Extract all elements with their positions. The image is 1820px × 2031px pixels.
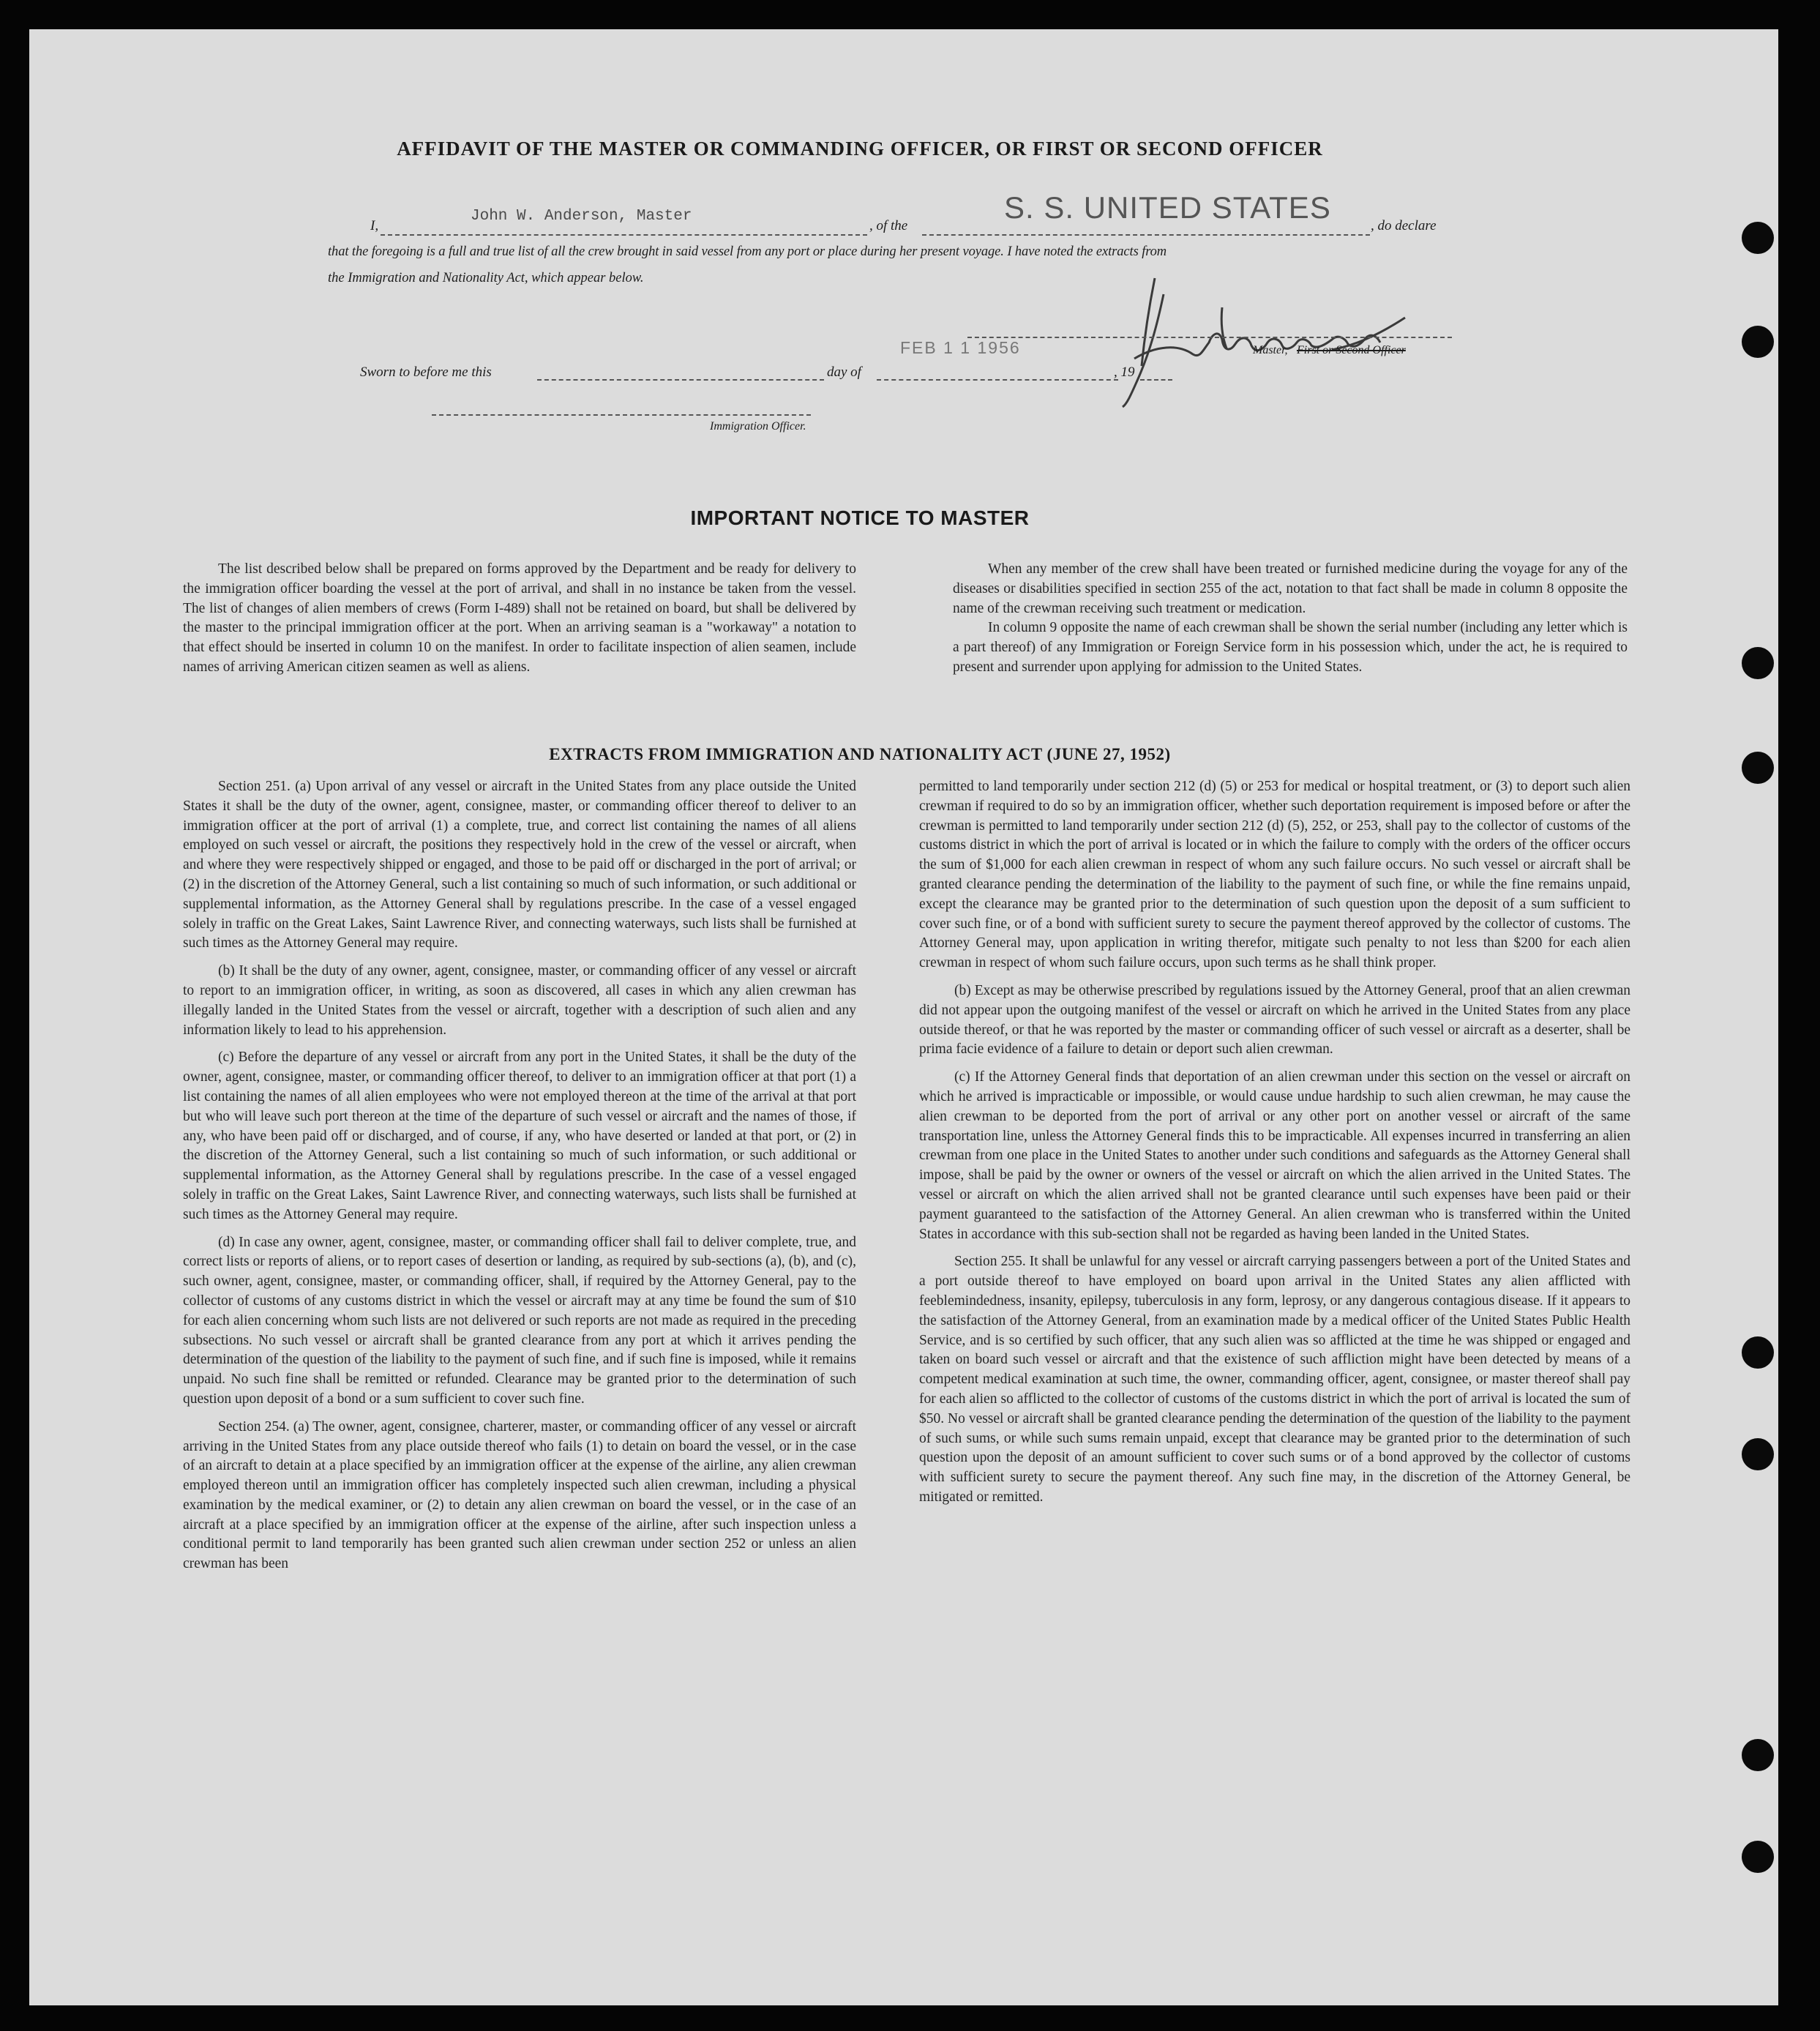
notice-left-paragraph: The list described below shall be prepared on forms approved by the Department and be ready for delivery to the immigration officer boarding the vessel at the port of arrival, and shall in no instance be taken from the vessel. The list of changes of alien members of crews (Form I-489) shall not be retained on board, but shall be delivered by the master to the principal immigration officer at the port. When an arriving seaman is a "workaway" a notation to that effect should be inserted in column 10 on the manifest. In order to facilitate inspection of alien seamen, include names of arriving American citizen seamen as well as aliens.: [183, 561, 856, 675]
section-254-a-continued: permitted to land temporarily under section 212 (d) (5) or 253 for medical or hospital treatment, or (3) to deport such alien crewman if required to do so by an immigration officer, whether such deportation requirement is imposed before or after the crewman is permitted to land temporarily under section 212 (d) (5), 252, or 253, shall pay to the collector of customs of the customs district in which the port of arrival is located or in which the failure to comply with the orders of the officer occurs the sum of $1,000 for each alien crewman in respect of whom any such failure occurs. No such vessel or aircraft shall be granted clearance pending the determination of the liability to the payment of such fine, or while the fine remains unpaid, except the clearance may be granted prior to the determination of such question upon the deposit of a sum sufficient to cover such fine, or of a bond with sufficient surety to secure the payment thereof approved by the collector of customs. The Attorney General may, upon application in writing therefor, mitigate such penalty to not less than $200 for each alien crewman in respect of whom such failure occurs, upon such terms as he shall think proper.: [919, 779, 1630, 971]
day-of: day of: [827, 364, 861, 380]
section-251-a: Section 251. (a) Upon arrival of any vessel or aircraft in the United States from any place outside the United States it shall be the duty of the owner, agent, consignee, master, or commanding officer thereof to deliver to an immigration officer at the port of arrival (1) a complete, true, and correct list containing the names of all aliens employed on such vessel or aircraft, the positions they respectively hold in the crew of the vessel or aircraft, when and where they were respectively shipped or engaged, and those to be paid off or discharged in the port of arrival; or (2) in the discretion of the Attorney General, such a list containing so much of such information, or such additional or supplemental information, as the Attorney General shall by regulations prescribe. In the case of a vessel engaged solely in traffic on the Great Lakes, Saint Lawrence River, and connecting waterways, such lists shall be furnished at such times as the Attorney General may require.: [183, 779, 856, 951]
section-254-b: (b) Except as may be otherwise prescribed by regulations issued by the Attorney General, proof that an alien crewman did not appear upon the outgoing manifest of the vessel or aircraft on which he arrived in the United States from any place outside thereof, or that he was reported by the master or commanding officer of such vessel or aircraft as a deserter, shall be prima facie evidence of a failure to detain or deport such alien crewman.: [919, 982, 1630, 1058]
sworn-month-line: [877, 379, 1118, 381]
date-stamp: FEB 1 1 1956: [900, 338, 1021, 357]
punch-hole-3: [1742, 647, 1774, 679]
do-declare: , do declare: [1371, 218, 1437, 233]
section-255: Section 255. It shall be unlawful for any vessel or aircraft carrying passengers between a port of the United States and a port outside thereof to have employed on board upon arrival in the United States any alien afflicted with feeblemindedness, insanity, epilepsy, tuberculosis in any form, leprosy, or any dangerous contagious disease. If it appears to the satisfaction of the Attorney General, from an examination made by a medical officer of the United States Public Health Service, and is so certified by such officer, that any such alien was so afflicted at the time he was shipped or engaged and taken on board such vessel or aircraft and that the existence of such affliction might have been detected by means of a competent medical examination at such time, the owner, commanding officer, agent, consignee, or master thereof shall pay for each alien so afflicted to the collector of customs of the customs district in which the port of arrival is located the sum of $50. No vessel or aircraft shall be granted clearance pending the determination of the question of the liability to the payment of such sums, or while such sums remain unpaid, except that clearance may be granted prior to the determination of such question upon the deposit of an amount sufficient to cover such sums or of a bond approved by the collector of customs with sufficient surety to secure the payment thereof. Any such fine may, in the discretion of the Attorney General, be mitigated or remitted.: [919, 1254, 1630, 1505]
statement-line-1: that the foregoing is a full and true list of all the crew brought in said vessel from any port or place during her present voyage. I have noted the extracts from: [328, 244, 1167, 259]
extracts-left-column: [183, 777, 856, 1574]
immigration-officer-line: [432, 414, 811, 416]
section-251-c: (c) Before the departure of any vessel or aircraft from any port in the United States, it shall be the duty of the owner, agent, consignee, master, or commanding officer thereof, to deliver to an immigration officer at that port (1) a list containing the names of all alien employees who were not employed thereon at the time of the arrival at that port but who will leave such port thereon at the time of the departure of such vessel or aircraft and the names of those, if any, who have been paid off or discharged, and of course, if any, who have deserted or landed at that port, or (2) in the discretion of the Attorney General, such a list containing so much of such information, or such additional or supplemental information, as the Attorney General shall by regulations prescribe. In the case of a vessel engaged solely in traffic on the Great Lakes, Saint Lawrence River, and connecting waterways, such lists shall be furnished at such times as the Attorney General may require.: [183, 1050, 856, 1222]
punch-hole-5: [1742, 1336, 1774, 1369]
section-251-b: (b) It shall be the duty of any owner, agent, consignee, master, or commanding officer of any vessel or aircraft to report to an immigration officer, in writing, as soon as discovered, all cases in which any alien crewman has illegally landed in the United States from the vessel or aircraft, together with a description of such alien and any information likely to lead to his apprehension.: [183, 963, 856, 1038]
punch-hole-4: [1742, 752, 1774, 784]
vessel-name: S. S. UNITED STATES: [1004, 190, 1331, 225]
punch-hole-1: [1742, 222, 1774, 254]
signature-line: [967, 337, 1452, 338]
document-page: [29, 29, 1778, 2005]
notice-title: IMPORTANT NOTICE TO MASTER: [690, 506, 1030, 529]
punch-hole-2: [1742, 326, 1774, 358]
punch-hole-7: [1742, 1739, 1774, 1771]
affidavit-title: AFFIDAVIT OF THE MASTER OR COMMANDING OFFICER, OR FIRST OR SECOND OFFICER: [397, 138, 1323, 160]
sworn-text: Sworn to before me this: [360, 364, 492, 380]
section-251-d: (d) In case any owner, agent, consignee, master, or commanding officer shall fail to deliver complete, true, and correct lists or reports of aliens, or to report cases of desertion or landing, as required by sub-sections (a), (b), and (c), such owner, agent, consignee, master, or commanding officer, shall, if required by the Attorney General, pay to the collector of customs of any customs district in which the vessel or aircraft may at any time be found the sum of $10 for each alien concerning whom such lists are not delivered or such reports are not made as required in the preceding subsections. No such vessel or aircraft shall be granted clearance from any port at which it arrives pending the determination of the question of the liability to the payment of such fine, and if such fine is imposed, while it remains unpaid. No such fine shall be remitted or refunded. Clearance may be granted prior to the determination of such question upon deposit of a bond or a sum sufficient to cover such fine.: [183, 1234, 856, 1407]
punch-hole-8: [1742, 1841, 1774, 1873]
section-254-c: (c) If the Attorney General finds that deportation of an alien crewman under this section on the vessel or aircraft on which he arrived is impracticable or impossible, or would cause undue hardship to such alien crewman, he may cause the alien crewman to be deported from the port of arrival or any other port on another vessel or aircraft of the same transportation line, unless the Attorney General finds this to be impracticable. All expenses incurred in transferring an alien crewman from one place in the United States to another under such conditions and safeguards as the Attorney General shall impose, shall be paid by the owner or owners of the vessel or aircraft on which the alien arrived in the United States. The vessel or aircraft on which the alien arrived shall not be granted clearance until such expenses have been paid or their payment guaranteed to the satisfaction of the Attorney General. An alien crewman who is transferred within the United States in accordance with this sub-section shall not be regarded as having been landed in the United States.: [919, 1069, 1630, 1242]
officer-name-line: [381, 234, 867, 236]
vessel-name-line: [922, 234, 1370, 236]
year-prefix: , 19: [1114, 364, 1135, 380]
master-caption: Master,: [1253, 344, 1288, 356]
statement-line-2: the Immigration and Nationality Act, which appear below.: [328, 271, 644, 285]
notice-right-paragraph-1: When any member of the crew shall have been treated or furnished medicine during the voyage for any of the diseases or disabilities specified in section 255 of the act, notation to that fact shall be made in column 8 opposite the name of the crewman receiving such treatment or medication.: [953, 561, 1628, 616]
immigration-officer-caption: Immigration Officer.: [710, 420, 806, 433]
notice-right-paragraph-2: In column 9 opposite the name of each crewman shall be shown the serial number (including any letter which is a part thereof) of any Immigration or Foreign Service form in his possession which, under the act, he is required to present and surrender upon applying for admission to the United States.: [953, 620, 1628, 675]
of-the: , of the: [869, 218, 908, 233]
extracts-right-column: [919, 777, 1630, 1508]
extracts-title: EXTRACTS FROM IMMIGRATION AND NATIONALITY ACT (JUNE 27, 1952): [549, 745, 1171, 763]
notice-right-column: [953, 560, 1628, 678]
struck-caption: First or Second Officer: [1297, 344, 1406, 356]
year-line: [1140, 379, 1172, 381]
notice-left-column: [183, 560, 856, 678]
punch-hole-6: [1742, 1438, 1774, 1470]
officer-name: John W. Anderson, Master: [471, 208, 692, 225]
section-254-a: Section 254. (a) The owner, agent, consignee, charterer, master, or commanding officer of any vessel or aircraft arriving in the United States from any place outside thereof who fails (1) to detain on board the vessel, or in the case of an aircraft to detain at a place specified by an immigration officer at the expense of the airline, any alien crewman employed thereon until an immigration officer has completely inspected such alien crewman, including a physical examination by the medical examiner, or (2) to detain any alien crewman on board the vessel, or in the case of an aircraft at a place specified by an immigration officer at the expense of the airline, after such inspection unless a conditional permit to land temporarily has been granted such alien crewman under section 252 or unless an alien crewman has been: [183, 1418, 856, 1572]
sworn-day-line: [537, 379, 824, 381]
i-prefix: I,: [370, 218, 379, 233]
